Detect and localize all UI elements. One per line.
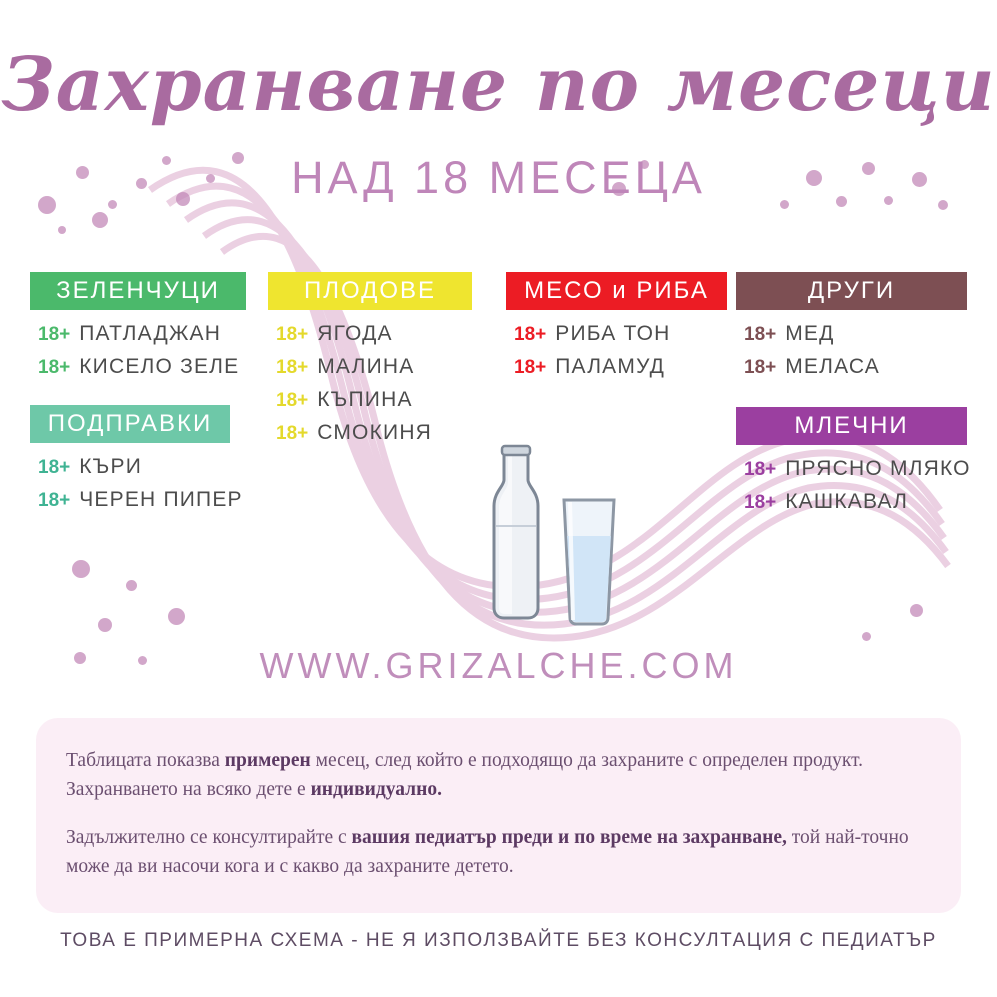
item-list-others [736,322,967,379]
decorative-dot [168,608,185,625]
age-badge: 18+ [744,357,777,378]
item-label: ПАТЛАДЖАН [79,322,222,345]
website-url[interactable]: WWW.GRIZALCHE.COM [259,645,738,686]
age-badge: 18+ [276,324,309,345]
note-2-c: той най-точно може да ви насочи кога и с какво да захраните детето. [66,826,909,877]
item-label: КИСЕЛО ЗЕЛЕ [79,355,240,378]
list-item [276,388,506,412]
milk-glass-icon [564,500,614,624]
age-badge: 18+ [744,492,777,513]
page-subtitle: НАД 18 МЕСЕЦА [291,152,706,203]
milk-bottle-icon [494,446,538,618]
disclaimer-paragraph-2 [66,823,931,882]
category-header-others: ДРУГИ [736,272,967,310]
item-label: ПАЛАМУД [555,355,666,378]
age-badge: 18+ [514,357,547,378]
block-dairy [736,407,971,514]
note-2-a: Задължително се консултирайте с [66,826,352,848]
decorative-dot [72,560,90,578]
disclaimer-paragraph-1 [66,746,931,805]
age-badge: 18+ [38,490,71,511]
item-label: РИБА ТОН [555,322,671,345]
decorative-dot [92,212,108,228]
age-badge: 18+ [38,357,71,378]
age-badge: 18+ [276,357,309,378]
decorative-dot [910,604,923,617]
item-list-fruits [268,322,506,445]
list-item [38,355,268,379]
item-label: МАЛИНА [317,355,415,378]
age-badge: 18+ [38,324,71,345]
item-label: МЕЛАСА [785,355,880,378]
item-list-meat-fish [506,322,736,379]
item-label: МЕД [785,322,835,345]
age-badge: 18+ [744,324,777,345]
list-item [38,488,268,512]
list-item [276,322,506,346]
age-badge: 18+ [276,423,309,444]
block-spices [30,405,268,512]
item-label: ПРЯСНО МЛЯКО [785,457,971,480]
item-list-vegetables [30,322,268,379]
age-badge: 18+ [744,459,777,480]
list-item [276,355,506,379]
age-badge: 18+ [514,324,547,345]
column-vegetables [30,272,268,523]
list-item [744,457,971,481]
note-1-d: индивидуално. [310,779,442,801]
item-label: КЪПИНА [317,388,413,411]
page-title: Захранване по месеци [1,42,996,128]
note-1-a: Таблицата показва [66,750,225,771]
list-item [514,355,736,379]
category-header-meat-fish: МЕСО и РИБА [506,272,727,310]
note-2-b: вашия педиатър преди и по време на захранване, [351,826,787,848]
note-1-c: месец, след който е подходящо да захраните с определен продукт. Захранването на всяко дете е [66,750,864,801]
list-item [38,322,268,346]
category-header-dairy: МЛЕЧНИ [736,407,967,445]
item-list-dairy [736,457,971,514]
category-header-vegetables: ЗЕЛЕНЧУЦИ [30,272,246,310]
item-label: КАШКАВАЛ [785,490,909,513]
list-item [744,355,967,379]
decorative-dot [58,226,66,234]
item-label: КЪРИ [79,455,142,478]
list-item [744,490,967,514]
note-1-b: примерен [224,750,311,771]
category-header-spices: ПОДПРАВКИ [30,405,230,443]
list-item [744,322,967,346]
decorative-dot [98,618,112,632]
item-list-spices [30,455,268,512]
milk-illustration [466,440,646,630]
footer-warning: ТОВА Е ПРИМЕРНА СХЕМА - НЕ Я ИЗПОЛЗВАЙТЕ БЕЗ КОНСУЛТАЦИЯ С ПЕДИАТЪР [60,930,937,951]
list-item [38,455,268,479]
age-badge: 18+ [276,390,309,411]
list-item [514,322,736,346]
age-badge: 18+ [38,457,71,478]
decorative-dot [126,580,137,591]
decorative-dot [862,632,871,641]
item-label: ЯГОДА [317,322,393,345]
column-others [736,272,971,523]
item-label: СМОКИНЯ [317,421,433,444]
disclaimer-box [36,718,961,913]
item-label: ЧЕРЕН ПИПЕР [79,488,243,511]
category-header-fruits: ПЛОДОВЕ [268,272,472,310]
